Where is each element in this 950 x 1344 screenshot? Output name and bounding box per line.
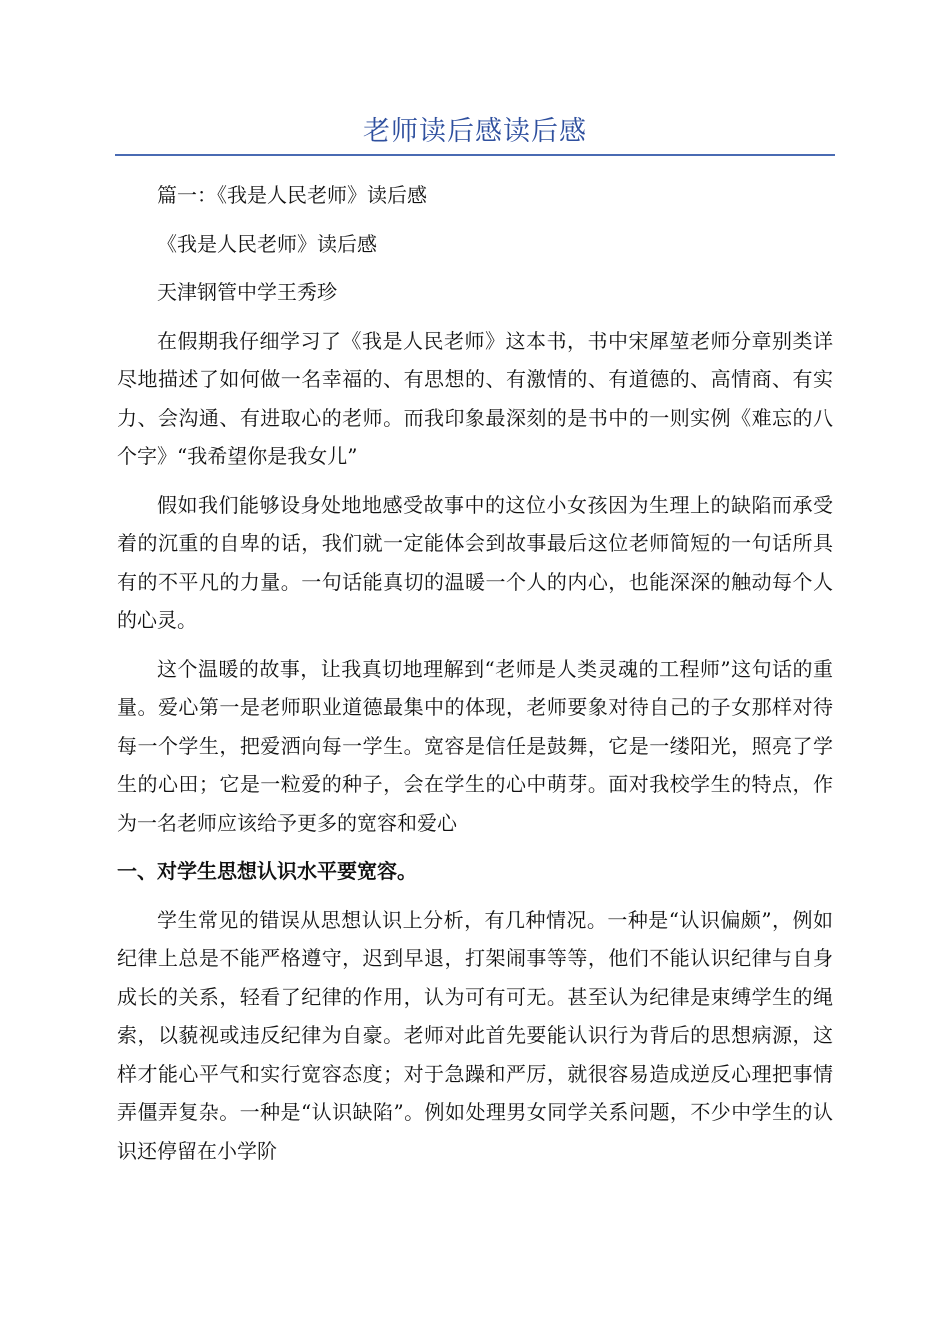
title-underline bbox=[115, 154, 835, 156]
subtitle-line: 《我是人民老师》读后感 bbox=[157, 231, 377, 256]
author-line: 天津钢管中学王秀珍 bbox=[157, 280, 337, 304]
paragraph: 在假期我仔细学习了《我是人民老师》这本书，书中宋犀堃老师分章别类详尽地描述了如何做一名幸福的、有思想的、有激情的、有道德的、高情商、有实力、会沟通、有进取心的老师。而我印象最深刻的是书中的一则实例《难忘的八个字》“我希望你是我女儿” bbox=[117, 328, 833, 468]
section-heading: 一、对学生思想认识水平要宽容。 bbox=[117, 859, 417, 883]
document-title: 老师读后感读后感 bbox=[363, 116, 587, 147]
paragraph: 这个温暖的故事，让我真切地理解到“老师是人类灵魂的工程师”这句话的重量。爱心第一是老师职业道德最集中的体现，老师要象对待自己的子女那样对待每一个学生，把爱洒向每一学生。宽容是信任是鼓舞，它是一缕阳光，照亮了学生的心田；它是一粒爱的种子，会在学生的心中萌芽。面对我校学生的特点，作为一名老师应该给予更多的宽容和爱心 bbox=[117, 656, 833, 835]
paragraph: 假如我们能够设身处地地感受故事中的这位小女孩因为生理上的缺陷而承受着的沉重的自卑的话，我们就一定能体会到故事最后这位老师简短的一句话所具有的不平凡的力量。一句话能真切的温暖一个人的内心，也能深深的触动每个人的心灵。 bbox=[117, 492, 833, 632]
chapter-line: 篇一：《我是人民老师》读后感 bbox=[157, 183, 427, 207]
document-body bbox=[117, 176, 833, 1180]
section-paragraph: 学生常见的错误从思想认识上分析，有几种情况。一种是“认识偏颇”，例如纪律上总是不能严格遵守，迟到早退，打架闹事等等，他们不能认识纪律与自身成长的关系，轻看了纪律的作用，认为可有可无。甚至认为纪律是束缚学生的绳索，以藐视或违反纪律为自豪。老师对此首先要能认识行为背后的思想病源，这样才能心平气和实行宽容态度；对于急躁和严厉，就很容易造成逆反心理把事情弄僵弄复杂。一种是“认识缺陷”。例如处理男女同学关系问题，不少中学生的认识还停留在小学阶 bbox=[117, 907, 833, 1163]
